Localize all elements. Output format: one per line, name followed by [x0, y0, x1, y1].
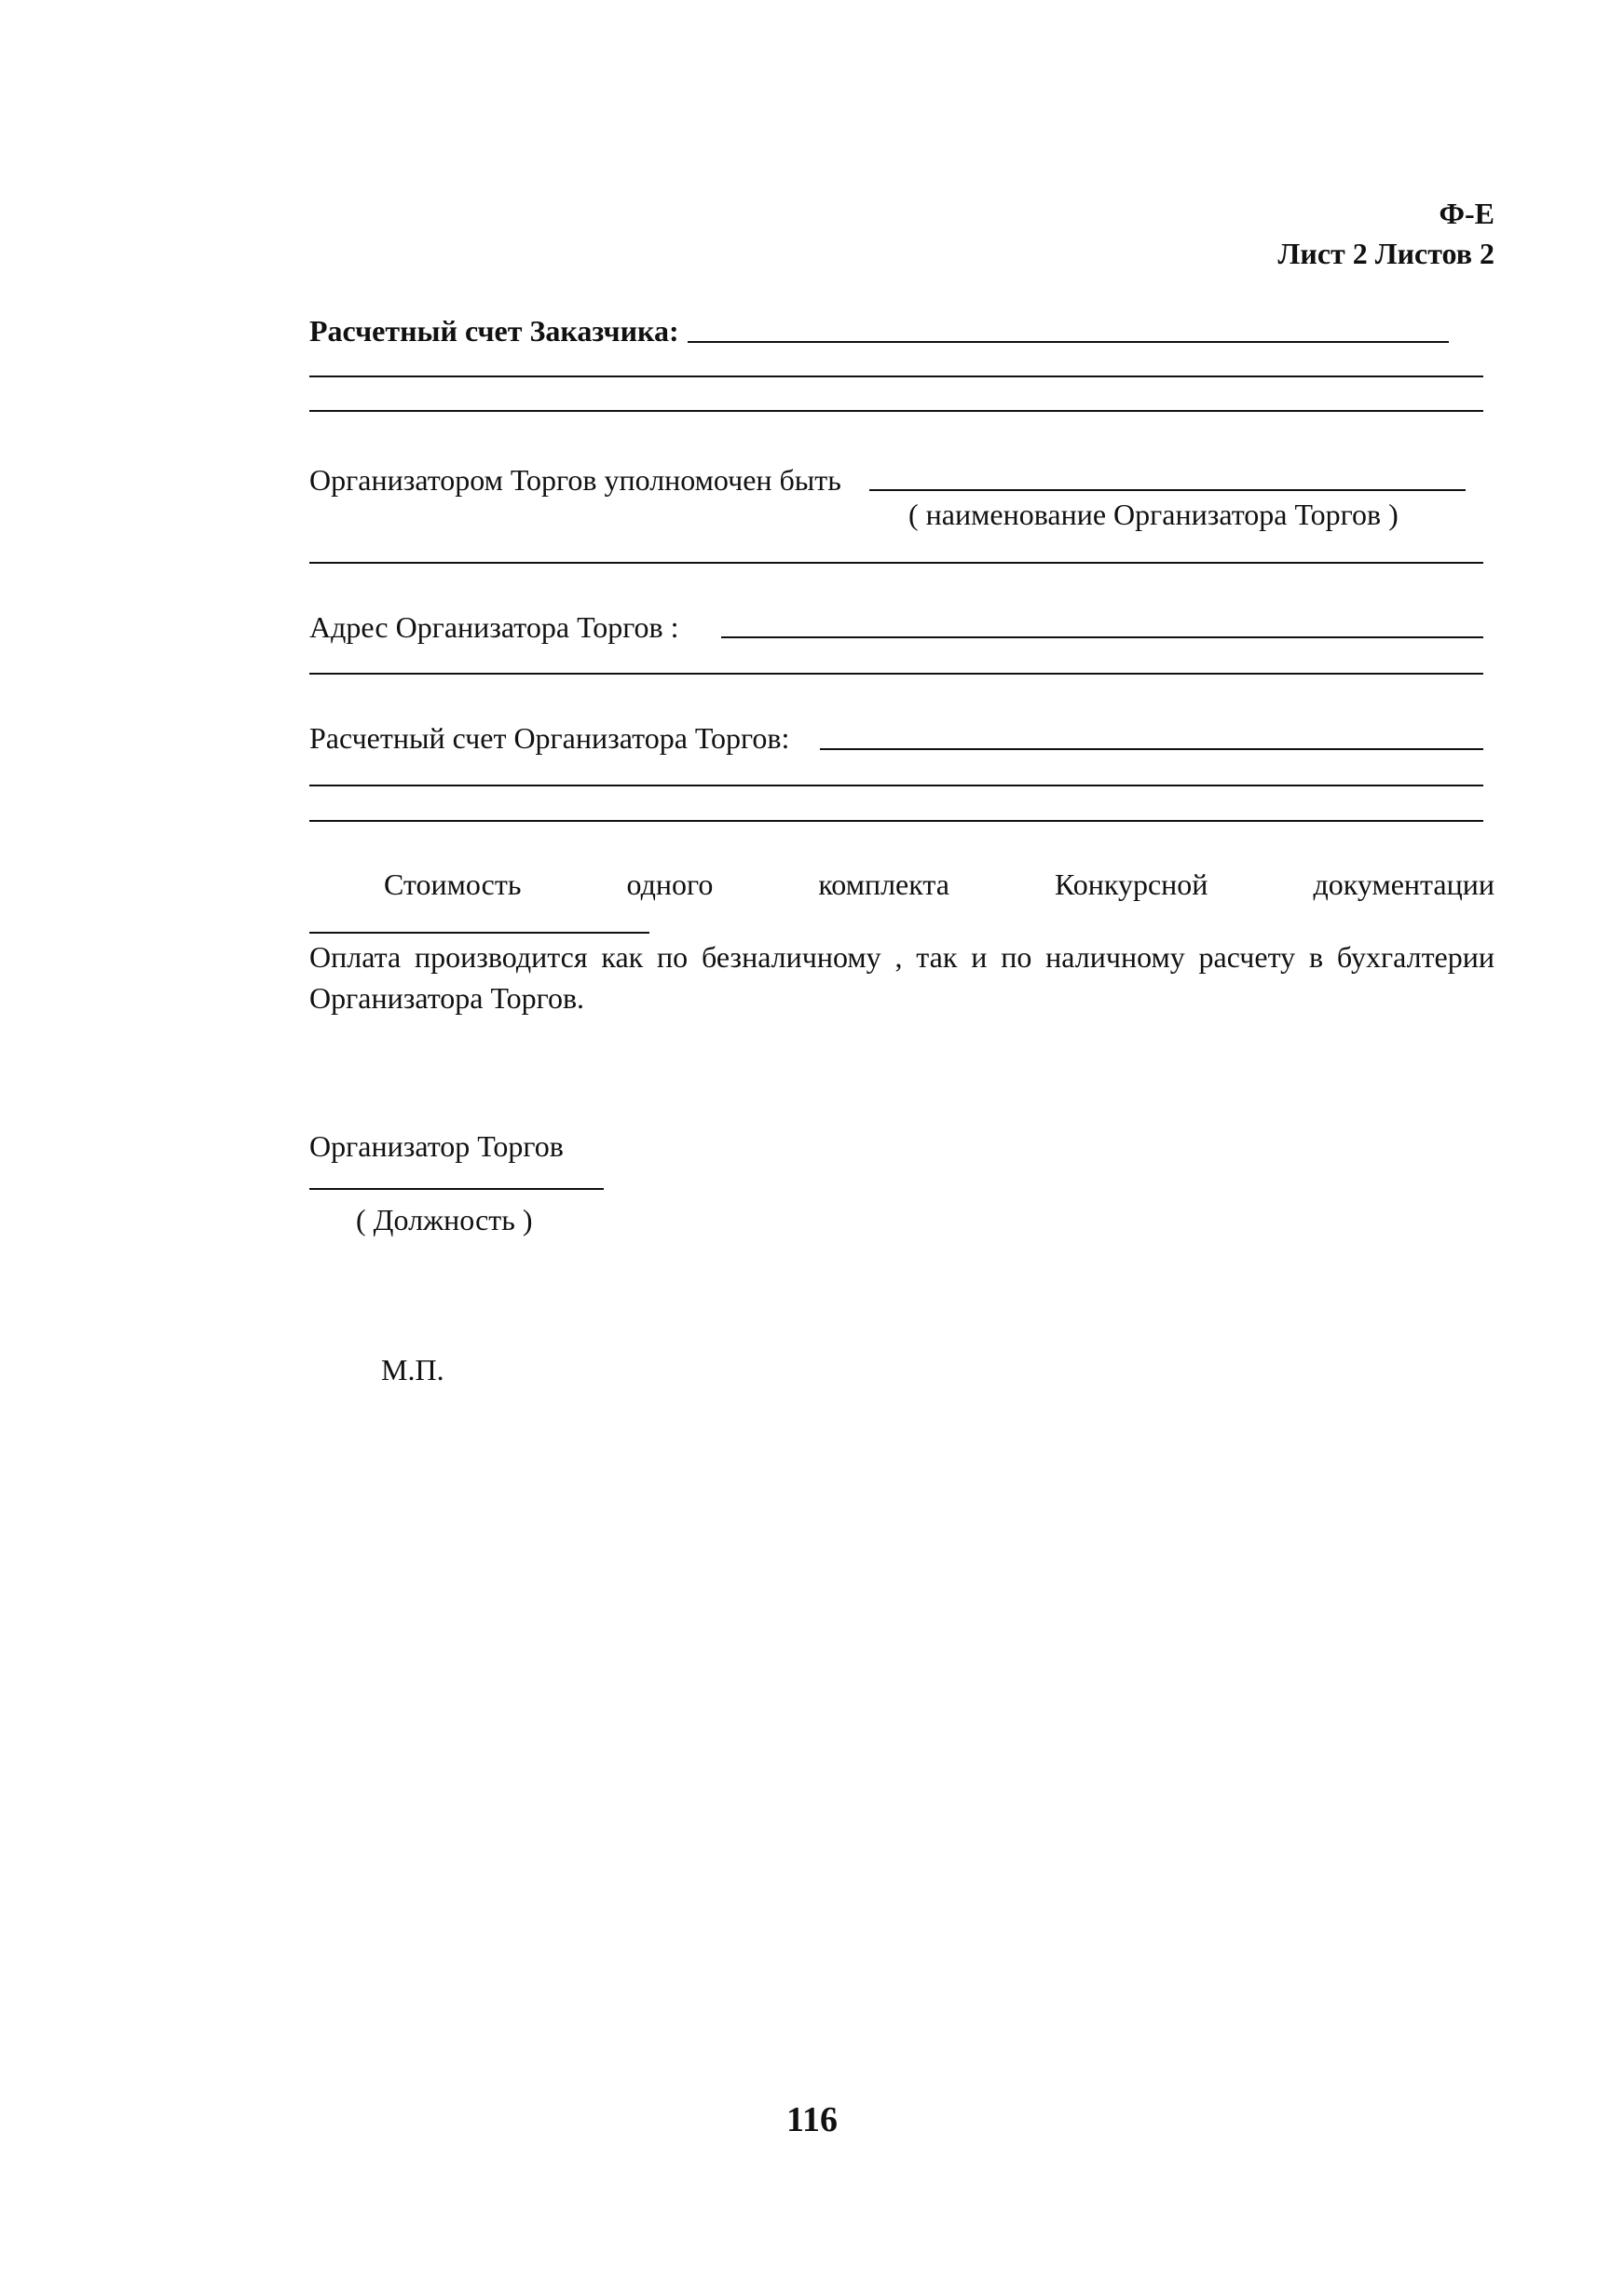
payment-text: Оплата производится как по безналичному , так и по наличному расчету в бухгалтерии Организатора Торгов.	[309, 940, 1494, 1015]
form-code: Ф-Е	[1439, 197, 1494, 230]
cost-word-5: документации	[1313, 867, 1494, 901]
organizer-authorized-label: Организатором Торгов уполномочен быть	[309, 463, 841, 497]
customer-account-line-1	[688, 341, 1449, 343]
organizer-name-line-2	[309, 562, 1483, 564]
customer-account-label: Расчетный счет Заказчика:	[309, 314, 679, 348]
customer-account-line-3	[309, 410, 1483, 412]
organizer-address-line-2	[309, 673, 1483, 675]
stamp-place: М.П.	[381, 1353, 444, 1386]
position-line	[309, 1188, 604, 1190]
cost-value-line	[309, 932, 649, 934]
cost-row	[309, 867, 1494, 902]
organizer-account-line-1	[820, 748, 1483, 750]
cost-word-1: Стоимость	[384, 867, 522, 901]
organizer-account-line-3	[309, 820, 1483, 822]
cost-word-3: комплекта	[818, 867, 949, 901]
organizer-signature-label: Организатор Торгов	[309, 1129, 564, 1163]
organizer-account-line-2	[309, 785, 1483, 786]
sheet-info: Лист 2 Листов 2	[1277, 237, 1494, 270]
position-hint: ( Должность )	[356, 1203, 533, 1236]
organizer-account-label: Расчетный счет Организатора Торгов:	[309, 721, 790, 755]
organizer-address-label: Адрес Организатора Торгов :	[309, 610, 679, 644]
organizer-address-line-1	[721, 636, 1483, 638]
organizer-name-line	[869, 489, 1466, 491]
customer-account-line-2	[309, 376, 1483, 377]
organizer-name-hint: ( наименование Организатора Торгов )	[908, 498, 1399, 531]
page-number: 116	[786, 2100, 838, 2139]
cost-word-2: одного	[626, 867, 714, 901]
cost-word-4: Конкурсной	[1055, 867, 1208, 901]
